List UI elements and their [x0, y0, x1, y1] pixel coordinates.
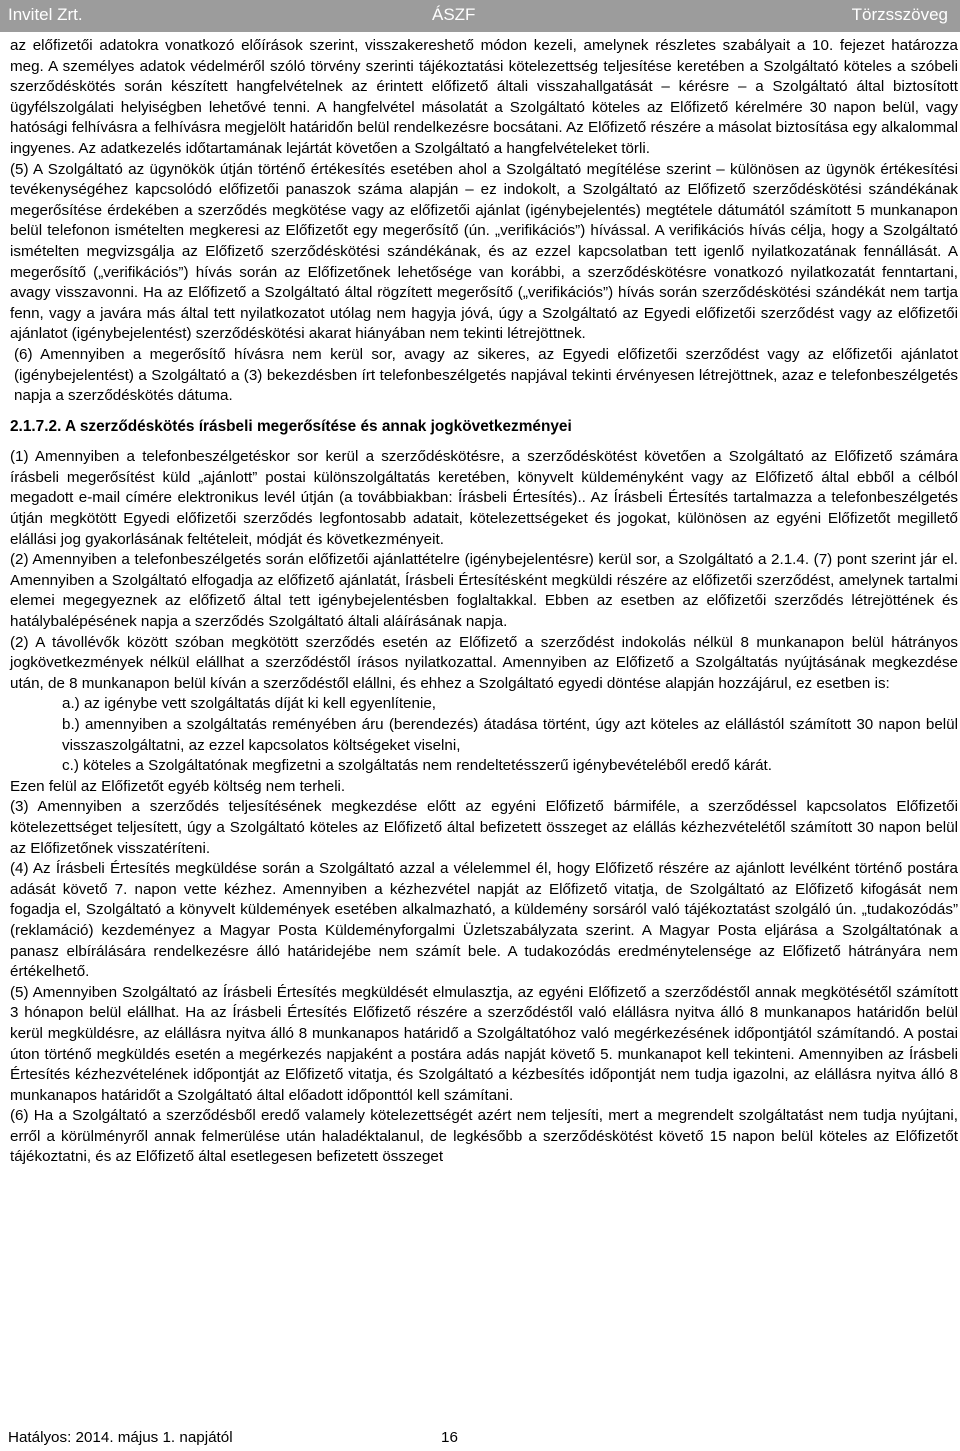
page-header	[0, 0, 960, 32]
document-body	[10, 36, 958, 1168]
page-number: 16	[441, 1429, 458, 1446]
paragraph-delivery-presumption: (4) Az Írásbeli Értesítés megküldése során a Szolgáltató azzal a vélelemmel él, hogy Előfizető részére az ajánlott levélként történő postára adását követő 7. napon vette kézhez. Amennyiben a kézhezvétel napját az Előfizető vitatja, de Szolgáltató az Előfizető kifogását nem fogadja el, Szolgáltató a könyvelt küldemények esetében alkalmazható, a küldemény sorsáról való tájékoztatást szolgáló ún. „tudakozódás” (reklamáció) kezdeményez a Magyar Posta Küldeményforgalmi Üzletszabályzata szerint. A Magyar Posta eljárása a Szolgáltatónak a panasz elbírálására rendelkezésre álló határidejébe nem számít bele. A tudakozódás eredménytelensége az Előfizető hátrányára nem értékelhető.	[10, 860, 958, 981]
paragraph-offer-acceptance: (2) Amennyiben a telefonbeszélgetés során előfizetői ajánlattételre (igénybejelentésre) kerül sor, a Szolgáltató a 2.1.4. (7) pont szerint jár el. Amennyiben a Szolgáltató elfogadja az előfizető ajánlatát, Írásbeli Értesítésként megküldi részére az előfizetői szerződést, amelynek tartalmi elemei megegyeznek az előfizető által tett igénybejelentésben foglaltakkal. Ebben az esetben az előfizetői szerződés létrejöttének és hatálybalépésének napja a szerződés Szolgáltató általi aláírásának napja.	[10, 551, 958, 631]
header-company: Invitel Zrt.	[8, 5, 83, 24]
paragraph-verification-call: (5) A Szolgáltató az ügynökök útján történő értékesítés esetében ahol a Szolgáltató megítélése szerint – különösen az ügynök értékesítési tevékenységéhez kapcsolódó előfizetői panaszok száma alapján – ez indokolt, a Szolgáltató az Előfizető szerződéskötési szándékának megerősítése érdekében a szerződés megkötése vagy az előfizetői ajánlat (igénybejelentés) megtétele dátumától számított 5 munkanapon belül telefonon ismételten megkeresi az Előfizetőt egy megerősítő (ún. „verifikációs”) hívással. A verifikációs hívás célja, hogy a Szolgáltató ismételten megvizsgálja az Előfizető szerződéskötési szándékának, és az ezzel kapcsolatban tett igenlő nyilatkozatának fennállását. A megerősítő („verifikációs”) hívás során az Előfizetőnek lehetősége van korábbi, a szerződéskötésre vonatkozó nyilatkozatát fenntartani, avagy visszavonni. Ha az Előfizető a Szolgáltató által rögzített megerősítő („verifikációs”) hívás során szerződéskötési szándékát nem tartja fenn, vagy a javára más által tett nyilatkozatot utólag nem hagyja jóvá, úgy a Szolgáltató az Egyedi előfizetői szerződést vagy az előfizetői ajánlatot (igénybejelentést) szerződéskötési akarat hiányában nem tekinti létrejöttnek.	[10, 160, 958, 343]
paragraph-refund: (3) Amennyiben a szerződés teljesítésének megkezdése előtt az egyéni Előfizető bármiféle, a szerződéssel kapcsolatos Előfizetői kötelezettséget teljesített, úgy a Szolgáltató köteles az Előfizető által befizetett összeget az elállás kézhezvételétől számított 30 napon belül az Előfizetőnek visszatéríteni.	[10, 798, 958, 857]
footer-effective-date: Hatályos: 2014. május 1. napjától	[8, 1429, 233, 1446]
list-item: a.) az igénybe vett szolgáltatás díját ki kell egyenlítenie,	[62, 695, 436, 713]
paragraph-contract-date: (6) Amennyiben a megerősítő hívásra nem kerül sor, avagy az sikeres, az Egyedi előfizetői szerződést vagy az előfizetői ajánlatot (igénybejelentést) a Szolgáltató a (3) bekezdésben írt telefonbeszélgetés napjával tekinti érvényesen létrejöttnek, azaz e telefonbeszélgetés napja a szerződéskötés dátuma.	[14, 345, 958, 405]
paragraph-withdrawal: (2) A távollévők között szóban megkötött szerződés esetén az Előfizető a szerződést indokolás nélkül 8 munkanapon belül hátrányos jogkövetkezmények nélkül elállhat a szerződéstől írásos nyilatkozattal. Amennyiben az Előfizető a Szolgáltatás nyújtásának megkezdése után, de 8 munkanapon belül kíván a szerződéstől elállni, és ehhez a Szolgáltató egyedi döntése alapján hozzájárul, ez esetben is:	[10, 633, 958, 692]
list-item: b.) amennyiben a szolgáltatás reményében áru (berendezés) átadása történt, úgy azt köteles az elállástól számított 30 napon belül visszaszolgáltatni, az ezzel kapcsolatos költségeket viselni,	[62, 716, 958, 754]
header-section: Törzsszöveg	[851, 5, 948, 24]
page-footer	[0, 1427, 960, 1451]
paragraph-missing-notice: (5) Amennyiben Szolgáltató az Írásbeli Értesítés megküldését elmulasztja, az egyéni Előfizető a szerződéstől annak megkötésétől számított 3 hónapon belül elállhat. Ha az Írásbeli Értesítés Előfizető részére a szerződéstől való elállásra nyitva álló 8 munkanapos határidőn belül kerül megküldésre, az elállásra nyitva álló 8 munkanapos határidő a Szolgáltatóhoz való megérkezésének időpontjától számítandó. A postai úton történő megküldés esetén a megérkezés napjaként a postára adás napját követő 5. munkanapot kell tekinteni. Amennyiben az Írásbeli Értesítés kézhezvételének időpontját az Előfizető vitatja, és Szolgáltató a kézbesítés időpontját nem tudja igazolni, az elállásra nyitva álló 8 munkanapos határidőt a Szolgáltató által előadott időponttól kell számítani.	[10, 983, 958, 1104]
withdrawal-conditions-list	[10, 694, 958, 776]
header-document-type: ÁSZF	[432, 5, 476, 24]
section-heading: 2.1.7.2. A szerződéskötés írásbeli megerősítése és annak jogkövetkezményei	[10, 417, 572, 435]
paragraph-no-other-costs: Ezen felül az Előfizetőt egyéb költség nem terheli.	[10, 777, 346, 795]
list-item: c.) köteles a Szolgáltatónak megfizetni a szolgáltatás nem rendeltetésszerű igénybevételéből eredő kárát.	[62, 757, 773, 775]
paragraph-written-confirmation: (1) Amennyiben a telefonbeszélgetéskor sor kerül a szerződéskötésre, a szerződéskötést követően a Szolgáltató az Előfizető számára írásbeli megerősítést küld „ajánlott” postai különszolgáltatás keretében, könyvelt küldeményként vagy az Előfizető által ebből a célból megadott e-mail címére elektronikus levél útján (a továbbiakban: Írásbeli Értesítés).. Az Írásbeli Értesítés tartalmazza a telefonbeszélgetés útján megkötött Egyedi előfizetői szerződés legfontosabb adatait, kötelezettségeket és jogokat, különösen az egyéni Előfizetőt megillető elállási jog gyakorlásának feltételeit, módját és következményeit.	[10, 448, 958, 548]
paragraph-data-handling: az előfizetői adatokra vonatkozó előírások szerint, visszakereshető módon kezeli, amelynek részletes szabályait a 10. fejezet határozza meg. A személyes adatok védelméről szóló törvény szerinti tájékoztatási kötelezettség teljesítése keretében a Szolgáltató köteles a szóbeli szerződéskötés során készített hangfelvételnek az érintett előfizető általi visszahallgatását – kérésre – a Szolgáltató által biztosított ügyfélszolgálati helyiségben lehetővé tenni. A hangfelvétel másolatát a Szolgáltató köteles az Előfizető kérelmére 30 napon belül, vagy hatósági felhívásra a felhívásra megjelölt határidőn belül rendelkezésre bocsátani. Az Előfizető részére a másolat biztosítása egy alkalommal ingyenes. Az adatkezelés időtartamának lejártát követően a Szolgáltató a hangfelvételeket törli.	[10, 37, 958, 157]
paragraph-non-performance: (6) Ha a Szolgáltató a szerződésből eredő valamely kötelezettségét azért nem teljesíti, mert a megrendelt szolgáltatást nem tudja nyújtani, erről a körülményről annak felmerülése után haladéktalanul, de legkésőbb a szerződéskötést követő 15 napon belül köteles az Előfizetőt tájékoztatni, és az Előfizető által esetlegesen befizetett összeget	[10, 1107, 958, 1166]
